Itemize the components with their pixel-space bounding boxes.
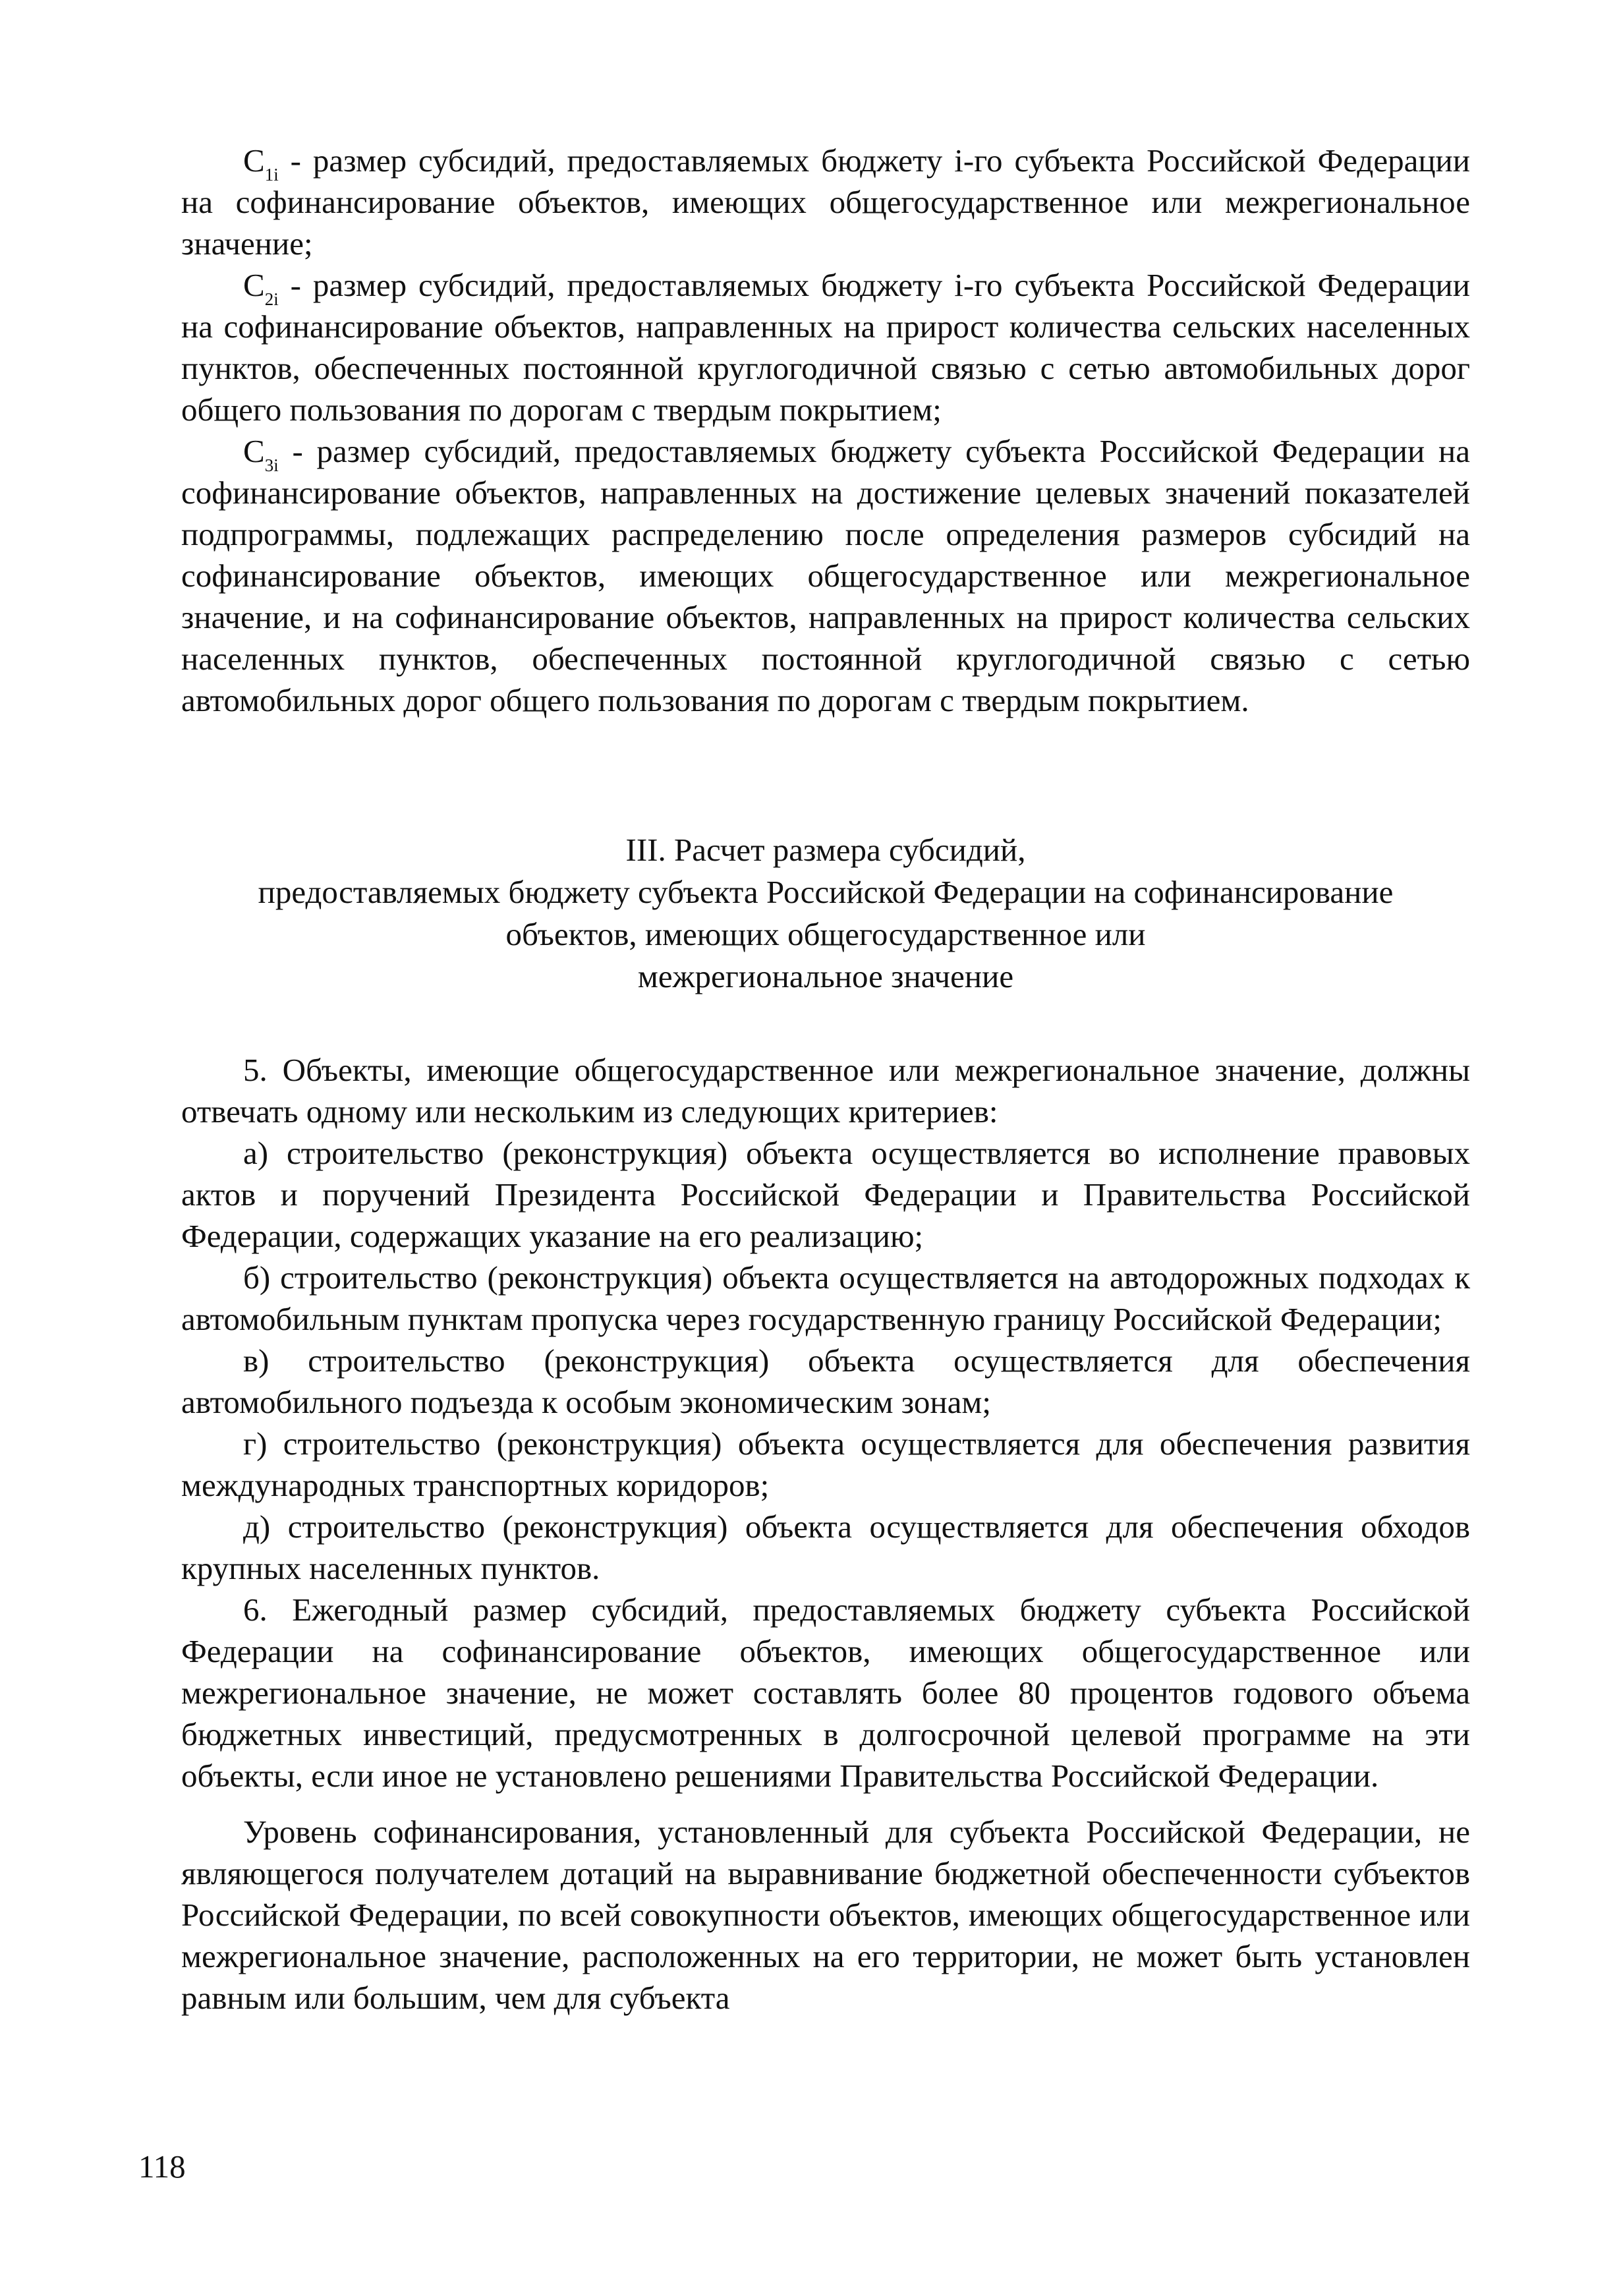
- paragraph-criterion-a: а) строительство (реконструкция) объекта осуществляется во исполнение правовых актов и поручений Президента Российской Федерации и Правительства Российской Федерации, содержащих указание на его реализацию;: [181, 1135, 1470, 1254]
- definition-c2i: [181, 264, 1470, 430]
- subscript-2i: 2i: [264, 289, 279, 309]
- definition-text: - размер субсидий, предоставляемых бюджету i-го субъекта Российской Федерации на софинансирование объектов, направленных на прирост количества сельских населенных пунктов, обеспеченных постоянной круглогодичной связью с сетью автомобильных дорог общего пользования по дорогам с твердым покрытием;: [181, 267, 1470, 428]
- definition-text: - размер субсидий, предоставляемых бюджету субъекта Российской Федерации на софинансирование объектов, направленных на достижение целевых значений показателей подпрограммы, подлежащих распределению после определения размеров субсидий на софинансирование объектов, имеющих общегосударственное или межрегиональное значение, и на софинансирование объектов, направленных на прирост количества сельских населенных пунктов, обеспеченных постоянной круглогодичной связью с сетью автомобильных дорог общего пользования по дорогам с твердым покрытием.: [181, 433, 1470, 718]
- subscript-3i: 3i: [264, 455, 279, 475]
- paragraph-item-5: 5. Объекты, имеющие общегосударственное или межрегиональное значение, должны отвечать одному или нескольким из следующих критериев:: [181, 1052, 1470, 1130]
- definition-c3i: [181, 430, 1470, 721]
- section-heading-line: III. Расчет размера субсидий,: [625, 832, 1026, 868]
- symbol-c: C: [243, 267, 265, 303]
- body-block: [181, 1049, 1470, 2019]
- definition-c1i: [181, 140, 1470, 264]
- paragraph-criterion-g: г) строительство (реконструкция) объекта осуществляется для обеспечения развития международных транспортных коридоров;: [181, 1425, 1470, 1503]
- section-heading-line: предоставляемых бюджету субъекта Российской Федерации на софинансирование: [258, 874, 1394, 910]
- section-heading-line: объектов, имеющих общегосударственное или: [505, 916, 1146, 952]
- section-heading-line: межрегиональное значение: [637, 958, 1014, 994]
- paragraph-criterion-v: в) строительство (реконструкция) объекта осуществляется для обеспечения автомобильного подъезда к особым экономическим зонам;: [181, 1342, 1470, 1420]
- definition-text: - размер субсидий, предоставляемых бюджету i-го субъекта Российской Федерации на софинансирование объектов, имеющих общегосударственное или межрегиональное значение;: [181, 142, 1470, 262]
- symbol-c: C: [243, 142, 265, 179]
- subscript-1i: 1i: [264, 165, 279, 185]
- paragraph-item-6: 6. Ежегодный размер субсидий, предоставляемых бюджету субъекта Российской Федерации на софинансирование объектов, имеющих общегосударственное или межрегиональное значение, не может составлять более 80 процентов годового объема бюджетных инвестиций, предусмотренных в долгосрочной целевой программе на эти объекты, если иное не установлено решениями Правительства Российской Федерации.: [181, 1592, 1470, 1794]
- paragraph-cofinancing-level: Уровень софинансирования, установленный для субъекта Российской Федерации, не являющегося получателем дотаций на выравнивание бюджетной обеспеченности субъектов Российской Федерации, по всей совокупности объектов, имеющих общегосударственное или межрегиональное значение, расположенных на его территории, не может быть установлен равным или большим, чем для субъекта: [181, 1814, 1470, 2016]
- paragraph-criterion-d: д) строительство (реконструкция) объекта осуществляется для обеспечения обходов крупных населенных пунктов.: [181, 1508, 1470, 1586]
- symbol-c: C: [243, 433, 265, 469]
- page-number: 118: [138, 2148, 186, 2185]
- section-heading: [181, 829, 1470, 998]
- paragraph-criterion-b: б) строительство (реконструкция) объекта осуществляется на автодорожных подходах к автомобильным пунктам пропуска через государственную границу Российской Федерации;: [181, 1259, 1470, 1337]
- definitions-block: [181, 140, 1470, 721]
